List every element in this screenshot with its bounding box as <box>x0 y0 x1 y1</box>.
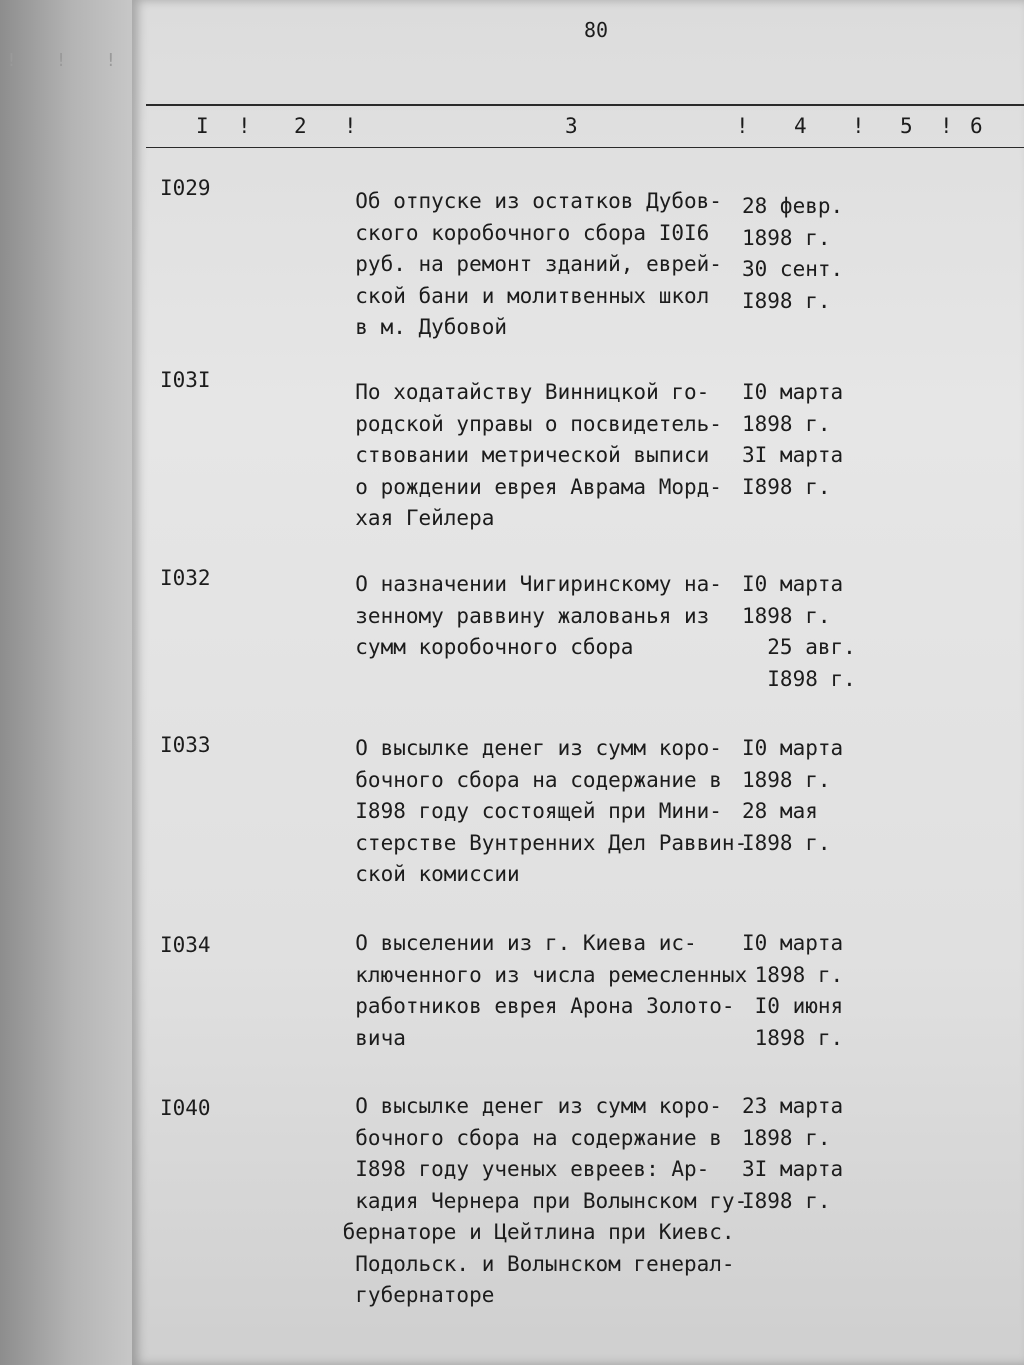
entry-dates: 23 марта 1898 г. 3I марта I898 г. <box>742 1094 844 1213</box>
table-header-top-rule <box>146 104 1024 106</box>
entry-title: О высылке денег из сумм коро- бочного сбора на содержание в I898 году ученых евреев: Ар- кадия Чернера при Волынском гу- бернаторе и Цейтлина при Киевс. Подольск. и Волынском генерал- губернаторе <box>342 1094 748 1307</box>
entry-title: О выселении из г. Киева ис- ключенного из числа ремесленных работников еврея Арона Золото- вича <box>355 931 748 1050</box>
col-header-1: I <box>196 114 209 138</box>
col-header-5: 5 <box>900 114 913 138</box>
entry-dates: I0 марта 1898 г. I0 июня 1898 г. <box>742 931 844 1050</box>
col-separator: ! <box>852 114 865 138</box>
facing-page-edge <box>0 0 132 1365</box>
entry-number: I032 <box>160 566 211 590</box>
page-number: 80 <box>584 18 609 42</box>
entry-number: I040 <box>160 1096 211 1120</box>
entry-dates: 28 февр. 1898 г. 30 сент. I898 г. <box>742 194 844 313</box>
table-header-bottom-rule <box>146 147 1024 148</box>
entry-dates: I0 марта 1898 г. 3I марта I898 г. <box>742 380 844 499</box>
entry-dates: I0 марта 1898 г. 28 мая I898 г. <box>742 736 844 855</box>
col-separator: ! <box>940 114 953 138</box>
entry-number: I03I <box>160 368 211 392</box>
col-header-3: 3 <box>565 114 578 138</box>
col-separator: ! <box>238 114 251 138</box>
entry-dates: I0 марта 1898 г. 25 авг. I898 г. <box>742 572 856 691</box>
entry-title: О назначении Чигиринскому на- зенному раввину жалованья из сумм коробочного сбора <box>355 572 722 659</box>
entry-title: По ходатайству Винницкой го- родской управы о посвидетель- ствовании метрической выписи о рождении еврея Аврама Морд- хая Гейлера <box>355 380 722 530</box>
col-header-4: 4 <box>794 114 807 138</box>
entry-number: I034 <box>160 933 211 957</box>
col-header-2: 2 <box>294 114 307 138</box>
facing-page-marks: ! ! ! <box>6 50 131 71</box>
entry-number: I033 <box>160 733 211 757</box>
entry-title: Об отпуске из остатков Дубов- ского коробочного сбора I0I6 руб. на ремонт зданий, еврей- ской бани и молитвенных школ в м. Дубовой <box>355 189 722 339</box>
entry-number: I029 <box>160 176 211 200</box>
col-separator: ! <box>736 114 749 138</box>
col-separator: ! <box>344 114 357 138</box>
entry-title: О высылке денег из сумм коро- бочного сбора на содержание в I898 году состоящей при Мини- стерстве Вунтренних Дел Раввин- ской комиссии <box>355 736 748 886</box>
col-header-6: 6 <box>970 114 983 138</box>
